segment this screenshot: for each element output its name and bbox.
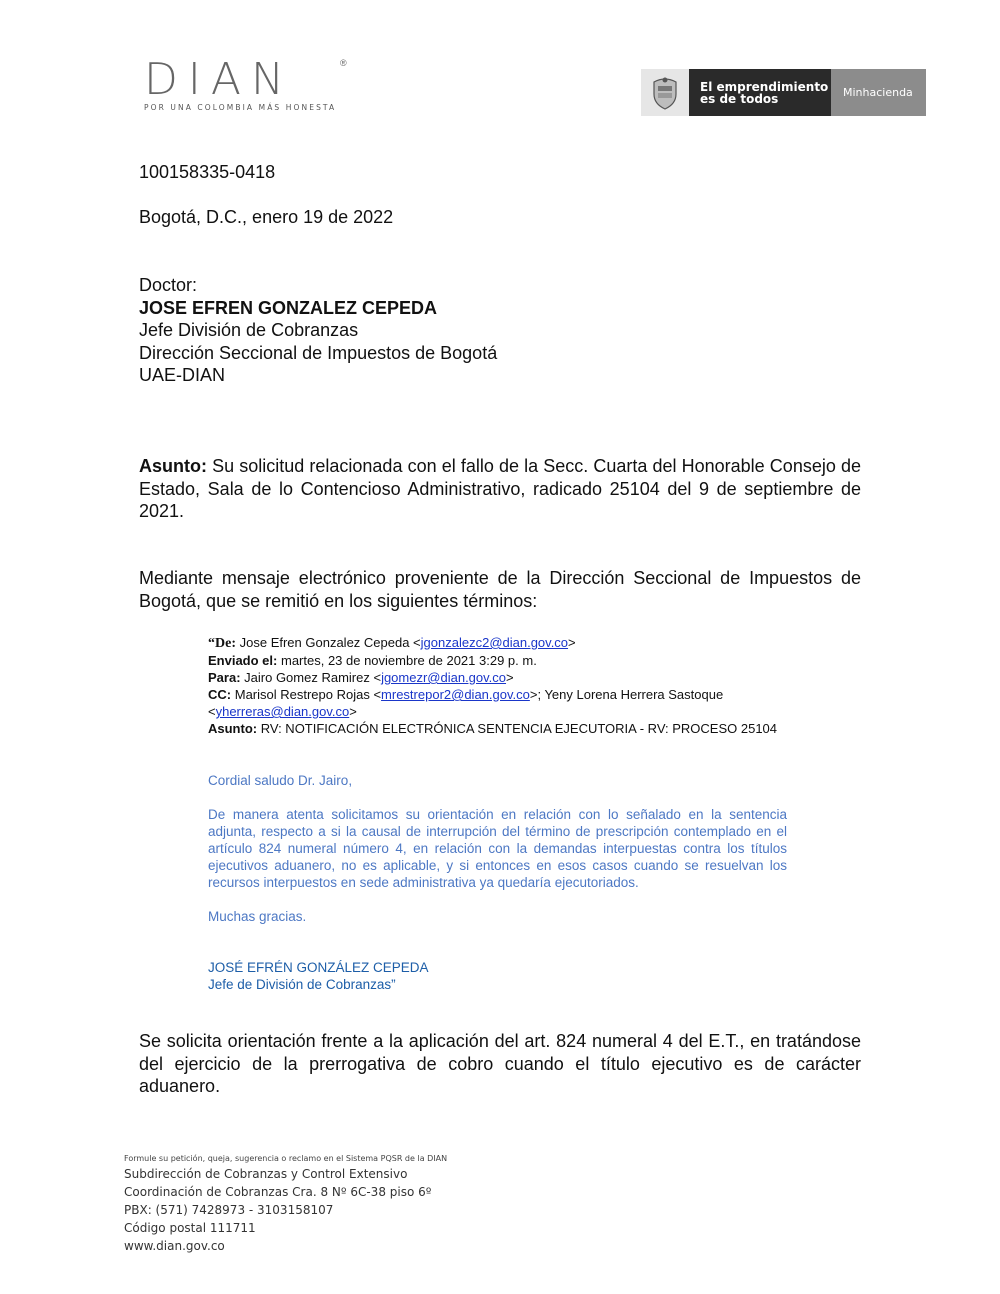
cc-email-link-1[interactable]: mrestrepor2@dian.gov.co <box>381 687 530 702</box>
footer-line-2: Coordinación de Cobranzas Cra. 8 Nº 6C-38 piso 6º <box>124 1185 432 1199</box>
cc-open-2: < <box>208 704 216 719</box>
email-subject <box>208 720 787 737</box>
to-label: Para: <box>208 670 241 685</box>
from-name: Jose Efren Gonzalez Cepeda < <box>239 635 421 650</box>
recipient-office: Dirección Seccional de Impuestos de Bogotá <box>139 342 498 363</box>
email-cc <box>208 686 787 720</box>
footer-note: Formule su petición, queja, sugerencia o reclamo en el Sistema PQSR de la DIAN <box>124 1154 448 1163</box>
cc-email-link-2[interactable]: yherreras@dian.gov.co <box>215 704 350 719</box>
letter-subject <box>139 455 861 523</box>
from-label: De: <box>215 636 236 651</box>
to-name: Jairo Gomez Ramirez < <box>244 670 382 685</box>
to-email-link[interactable]: jgomezr@dian.gov.co <box>381 670 507 685</box>
subject-label: Asunto: <box>139 456 207 476</box>
cc-close-2: > <box>349 704 357 719</box>
footer-line-3: PBX: (571) 7428973 - 3103158107 <box>124 1203 334 1217</box>
letter-date: Bogotá, D.C., enero 19 de 2022 <box>139 207 394 227</box>
coat-of-arms-icon <box>641 69 689 116</box>
quoted-email <box>208 634 787 993</box>
government-banner <box>641 69 926 116</box>
email-sent <box>208 652 787 669</box>
email-subject-label: Asunto: <box>208 721 258 736</box>
banner-ministry: Minhacienda <box>831 69 926 116</box>
email-thanks: Muchas gracias. <box>208 909 307 924</box>
email-body: De manera atenta solicitamos su orientación en relación con lo señalado en la sentencia adjunta, respecto a si la causal de interrupción del término de prescripción contemplado en el artículo 824 numeral número 4, en relación con la demandas interpuestas contra los títulos ejecutivos aduanero, no es aplicable, y si entonces en esos casos cuando se resuelvan los recursos interpuestos en sede administrativa ya quedaría ejecutoriados. <box>208 807 787 890</box>
recipient-entity: UAE-DIAN <box>139 365 226 385</box>
footer-line-1: Subdirección de Cobranzas y Control Extensivo <box>124 1167 408 1181</box>
cc-name-1: Marisol Restrepo Rojas < <box>234 687 382 702</box>
banner-line-1: El emprendimiento <box>700 80 829 94</box>
intro-paragraph: Mediante mensaje electrónico proveniente de la Dirección Seccional de Impuestos de Bogotá, que se remitió en los siguientes términos: <box>139 568 861 611</box>
subject-text: Su solicitud relacionada con el fallo de la Secc. Cuarta del Honorable Consejo de Estado, Sala de lo Contencioso Administrativo, radicado 25104 del 9 de septiembre de 2021. <box>139 456 861 521</box>
recipient-title: Jefe División de Cobranzas <box>139 320 359 340</box>
recipient-block <box>139 274 497 387</box>
salutation: Doctor: <box>139 275 198 295</box>
logo-tagline: POR UNA COLOMBIA MÁS HONESTA <box>144 103 337 112</box>
banner-slogan <box>689 69 831 116</box>
footer-line-4: Código postal 111711 <box>124 1221 256 1235</box>
cc-label: CC: <box>208 687 232 702</box>
logo-word: DIAN <box>144 54 294 105</box>
from-email-link[interactable]: jgonzalezc2@dian.gov.co <box>420 635 569 650</box>
sent-value: martes, 23 de noviembre de 2021 3:29 p. m. <box>280 653 537 668</box>
email-signature-name: JOSÉ EFRÉN GONZÁLEZ CEPEDA <box>208 960 429 975</box>
reference-number: 100158335-0418 <box>139 162 276 182</box>
email-from <box>208 634 787 652</box>
sent-label: Enviado el: <box>208 653 278 668</box>
closing-paragraph: Se solicita orientación frente a la aplicación del art. 824 numeral 4 del E.T., en tratándose del ejercicio de la prerrogativa de cobro cuando el título ejecutivo es de carácter aduanero. <box>139 1031 861 1096</box>
recipient-name: JOSE EFREN GONZALEZ CEPEDA <box>139 297 438 318</box>
footer <box>124 1152 447 1255</box>
logo-registered-mark: ® <box>340 58 347 68</box>
open-quote: “ <box>208 636 215 651</box>
banner-line-2: es de todos <box>700 92 779 106</box>
dian-logo <box>144 54 354 120</box>
email-greeting: Cordial saludo Dr. Jairo, <box>208 773 353 788</box>
footer-website-link[interactable]: www.dian.gov.co <box>124 1239 225 1253</box>
from-close: > <box>568 635 576 650</box>
email-subject-value: RV: NOTIFICACIÓN ELECTRÓNICA SENTENCIA EJECUTORIA - RV: PROCESO 25104 <box>260 721 778 736</box>
cc-mid: >; Yeny Lorena Herrera Sastoque <box>529 687 724 702</box>
email-signature-title: Jefe de División de Cobranzas” <box>208 977 396 992</box>
email-to <box>208 669 787 686</box>
to-close: > <box>506 670 514 685</box>
